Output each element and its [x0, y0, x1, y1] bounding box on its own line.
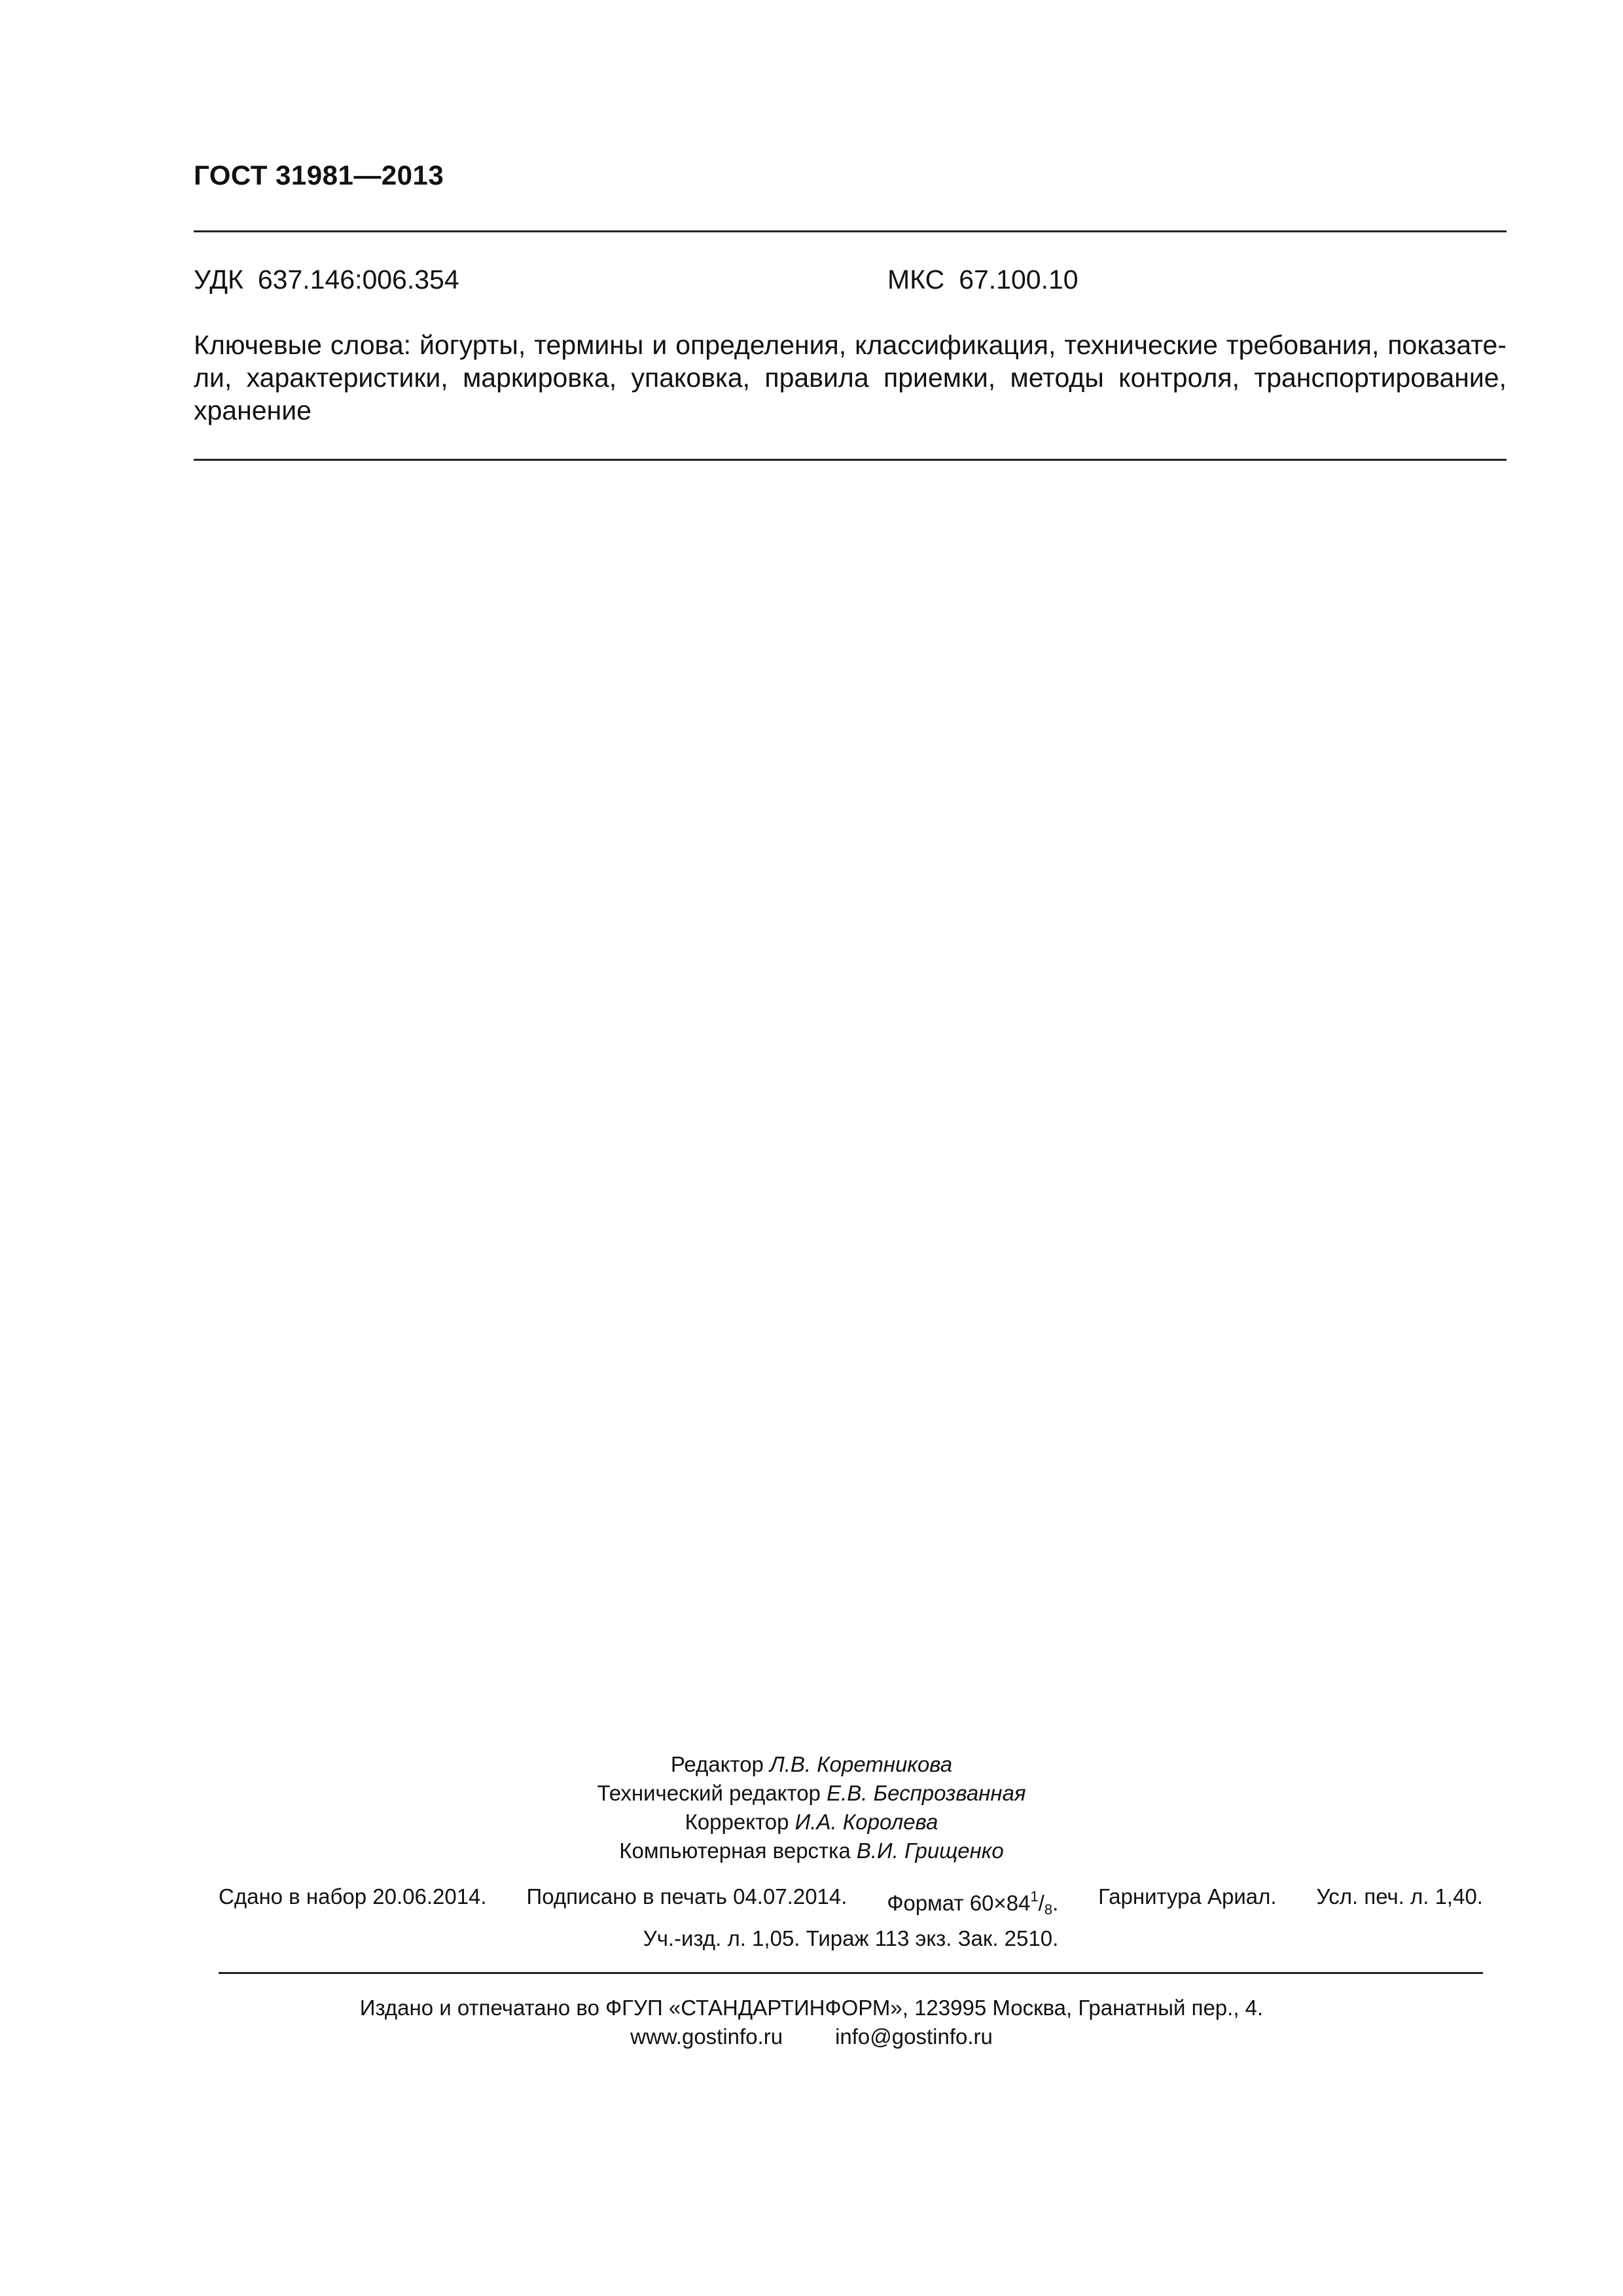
- paper-format: Формат $60\times 84^1/_8$.: [887, 1888, 1059, 1918]
- email-link[interactable]: info@gostinfo.ru: [835, 2024, 993, 2049]
- keywords-line: хранение: [194, 395, 312, 425]
- udc-label: УДК: [194, 264, 243, 295]
- standard-id: ГОСТ 31981—2013: [194, 160, 444, 190]
- imprint-details: Уч.-изд. л. 1,05. Тираж 113 экз. Зак. 2510.: [643, 1926, 1059, 1950]
- credit-name: Л.В. Коретникова: [770, 1752, 953, 1776]
- credit-layout: [0, 1837, 1623, 1865]
- credit-role: Компьютерная верстка: [619, 1839, 851, 1863]
- keywords-divider: [194, 459, 1507, 461]
- imprint-divider: [219, 1972, 1483, 1974]
- imprint-line: [219, 1882, 1483, 1924]
- udc-code: [194, 264, 459, 295]
- credit-proofreader: [0, 1808, 1623, 1837]
- udc-value: 637.146:006.354: [257, 264, 459, 295]
- credit-editor: [0, 1750, 1623, 1779]
- top-divider: [194, 230, 1507, 232]
- credit-name: И.А. Королева: [794, 1810, 938, 1834]
- credit-role: Корректор: [685, 1810, 789, 1834]
- imprint-block: [219, 1882, 1483, 1953]
- publisher-line: Издано и отпечатано во ФГУП «СТАНДАРТИНФОРМ», 123995 Москва, Гранатный пер., 4.: [359, 1996, 1264, 2020]
- keywords-line: Ключевые слова: йогурты, термины и определения, классификация, технические требования, показате-: [194, 330, 1507, 360]
- credit-name: В.И. Грищенко: [856, 1839, 1004, 1863]
- keywords-paragraph: [194, 329, 1507, 427]
- print-sheets: Усл. печ. л. 1,40.: [1316, 1884, 1483, 1909]
- mks-value: 67.100.10: [959, 264, 1079, 295]
- credit-role: Технический редактор: [597, 1781, 821, 1805]
- credits-block: [0, 1750, 1623, 1865]
- keywords-line: ли, характеристики, маркировка, упаковка, правила приемки, методы контроля, транспортирование,: [194, 363, 1507, 393]
- credit-name: Е.В. Беспрозванная: [827, 1781, 1026, 1805]
- typeset-date: Сдано в набор 20.06.2014.: [219, 1884, 487, 1909]
- contact-links: [0, 2022, 1623, 2051]
- credit-role: Редактор: [670, 1752, 764, 1776]
- credit-technical-editor: [0, 1779, 1623, 1808]
- website-link[interactable]: www.gostinfo.ru: [630, 2024, 783, 2049]
- mks-code: [887, 264, 1079, 295]
- signed-date: Подписано в печать 04.07.2014.: [526, 1884, 847, 1909]
- mks-label: МКС: [887, 264, 945, 295]
- typeface: Гарнитура Ариал.: [1098, 1884, 1277, 1909]
- publisher-block: [0, 1994, 1623, 2051]
